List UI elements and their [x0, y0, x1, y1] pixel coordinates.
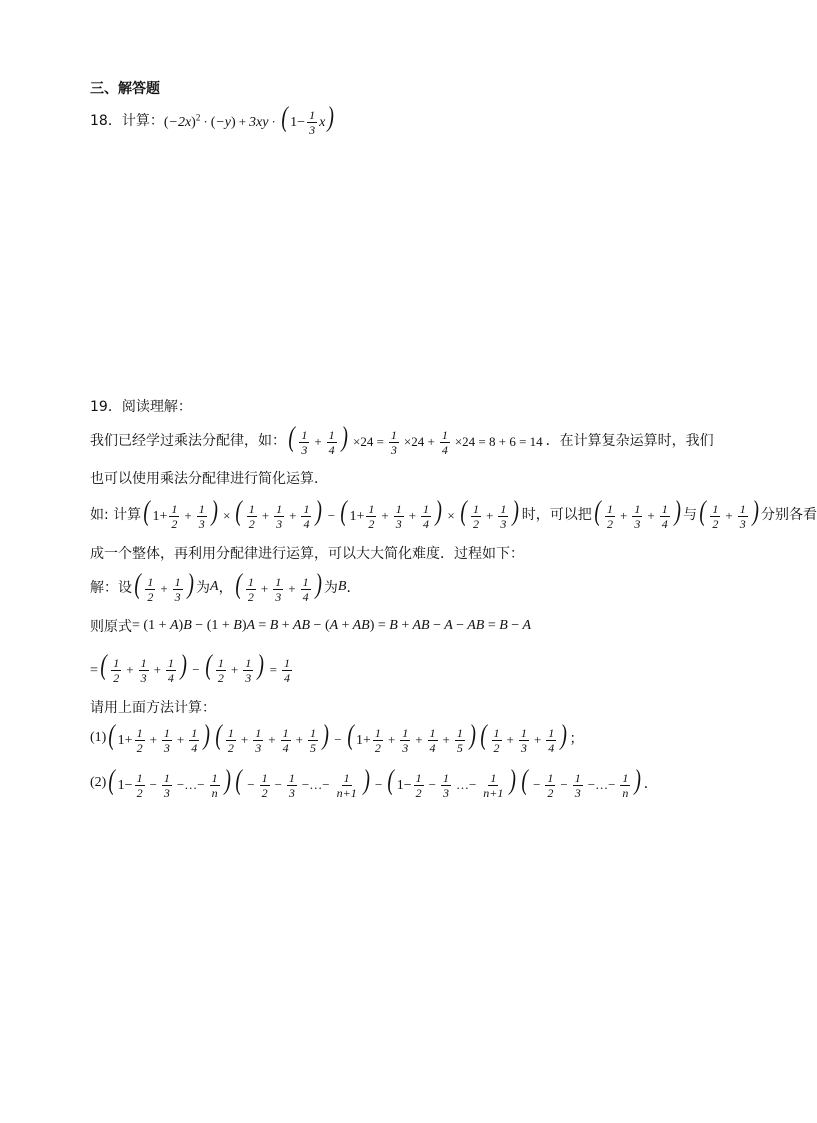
q19-example-group-b: ( $\frac{1}{2}$ + $\frac{1}{3}$ + $\frac{1}{4}$ )	[594, 496, 681, 532]
question-18-expression: $(-2x)^2 \cdot (-y) + 3xy$ · ( 1− $\frac{1}{3}$ x)	[163, 102, 335, 138]
q19-intro-text-c: 也可以使用乘法分配律进行简化运算．	[90, 471, 328, 487]
q19-part-2-label: (2)	[90, 775, 107, 791]
q19-intro-text-b: ．在计算复杂运算时，我们	[545, 433, 714, 450]
q19-example-line	[90, 498, 817, 530]
q19-solution-line	[90, 571, 360, 603]
q19-result-line	[90, 652, 294, 684]
q19-var-b: B	[337, 579, 347, 595]
q19-intro-formula: ( $\frac{1}{3}$ + $\frac{1}{4}$ ) ×24 = $\frac{1}{3}$ ×24 + $\frac{1}{4}$ ×24 = 8 + 6 = 14	[288, 422, 543, 458]
q19-var-a: A	[210, 579, 219, 595]
q19-solution-text-b: 为	[196, 580, 210, 597]
q19-intro-text-a: 我们已经学过乘法分配律，如：	[90, 433, 286, 450]
question-19-label: 19．阅读理解：	[90, 399, 192, 415]
q19-intro-line	[90, 424, 714, 456]
q19-original-text: 则原式	[90, 619, 132, 635]
q19-part-1-end: ；	[569, 731, 584, 748]
q19-part-2-end: ．	[643, 776, 658, 793]
q19-solution-text-c: ，	[218, 580, 233, 597]
q19-part-1-formula: ( 1+ $\frac{1}{2}$ + $\frac{1}{3}$ + $\frac{1}{4}$ ) ( $\frac{1}{2}$ + $\frac{1}{3}$ + $\frac{1}{4}$ + $\frac{1}{5}$ ) − ( 1+ $\frac{1}{2}$ + $\frac{1}{3}$ + $\frac{1}{4}$ + $\frac{1}{5}$ ) ( $\frac{1}{2}$ + $\frac{1}{3}$ + $\frac{1}{4}$ )	[108, 720, 568, 756]
q19-part-1-label: (1)	[90, 730, 107, 746]
q19-example-formula: ( 1+ $\frac{1}{2}$ + $\frac{1}{3}$ ) × ( $\frac{1}{2}$ + $\frac{1}{3}$ + $\frac{1}{4}$ ) − ( 1+ $\frac{1}{2}$ + $\frac{1}{3}$ + $\frac{1}{4}$ ) × ( $\frac{1}{2}$ + $\frac{1}{3}$ )	[143, 496, 520, 532]
q19-original-formula: = (1 + A)B − (1 + B)A = B + AB − (A + AB) = B + AB − A − AB = B − A	[132, 618, 532, 633]
q19-example-group-a: ( $\frac{1}{2}$ + $\frac{1}{3}$ )	[699, 496, 759, 532]
q19-solution-group-b: ( $\frac{1}{2}$ + $\frac{1}{3}$ + $\frac{1}{4}$ )	[234, 569, 322, 605]
q19-part-1	[90, 722, 584, 754]
q19-example-text-d: 分别各看	[761, 507, 817, 524]
q19-solution-text-a: 解：设	[90, 580, 132, 597]
question-18	[90, 104, 337, 136]
q19-part-2-formula: ( 1− $\frac{1}{2}$ − $\frac{1}{3}$ −…− $\frac{1}{n}$ ) ( − $\frac{1}{2}$ − $\frac{1}{3}$ −…− $\frac{1}{n+1}$ ) − ( 1− $\frac{1}{2}$ − $\frac{1}{3}$ …− $\frac{1}{n+1}$ ) ( − $\frac{1}{2}$ − $\frac{1}{3}$ −…− $\frac{1}{n}$ )	[108, 765, 642, 801]
section-title: 三、解答题	[90, 81, 160, 97]
q19-solution-text-e: ．	[346, 580, 361, 597]
q19-example-text-e: 成一个整体，再利用分配律进行运算，可以大大简化难度．过程如下：	[90, 546, 524, 562]
question-18-label: 18．计算：	[90, 113, 164, 130]
q19-result-formula: =( $\frac{1}{2}$ + $\frac{1}{3}$ + $\frac{1}{4}$ ) − ( $\frac{1}{2}$ + $\frac{1}{3}$ ) = $\frac{1}{4}$	[90, 650, 290, 686]
q19-solution-text-d: 为	[323, 580, 338, 597]
q19-example-text-a: 如: 计算	[90, 507, 142, 524]
q19-example-text-c: 与	[683, 507, 698, 524]
q19-example-text-b: 时，可以把	[521, 507, 592, 524]
q19-please-text: 请用上面方法计算：	[90, 700, 216, 716]
q19-solution-group-a: ( $\frac{1}{2}$ + $\frac{1}{3}$ )	[134, 569, 194, 605]
q19-part-2	[90, 767, 658, 799]
q19-original-line	[90, 616, 531, 636]
